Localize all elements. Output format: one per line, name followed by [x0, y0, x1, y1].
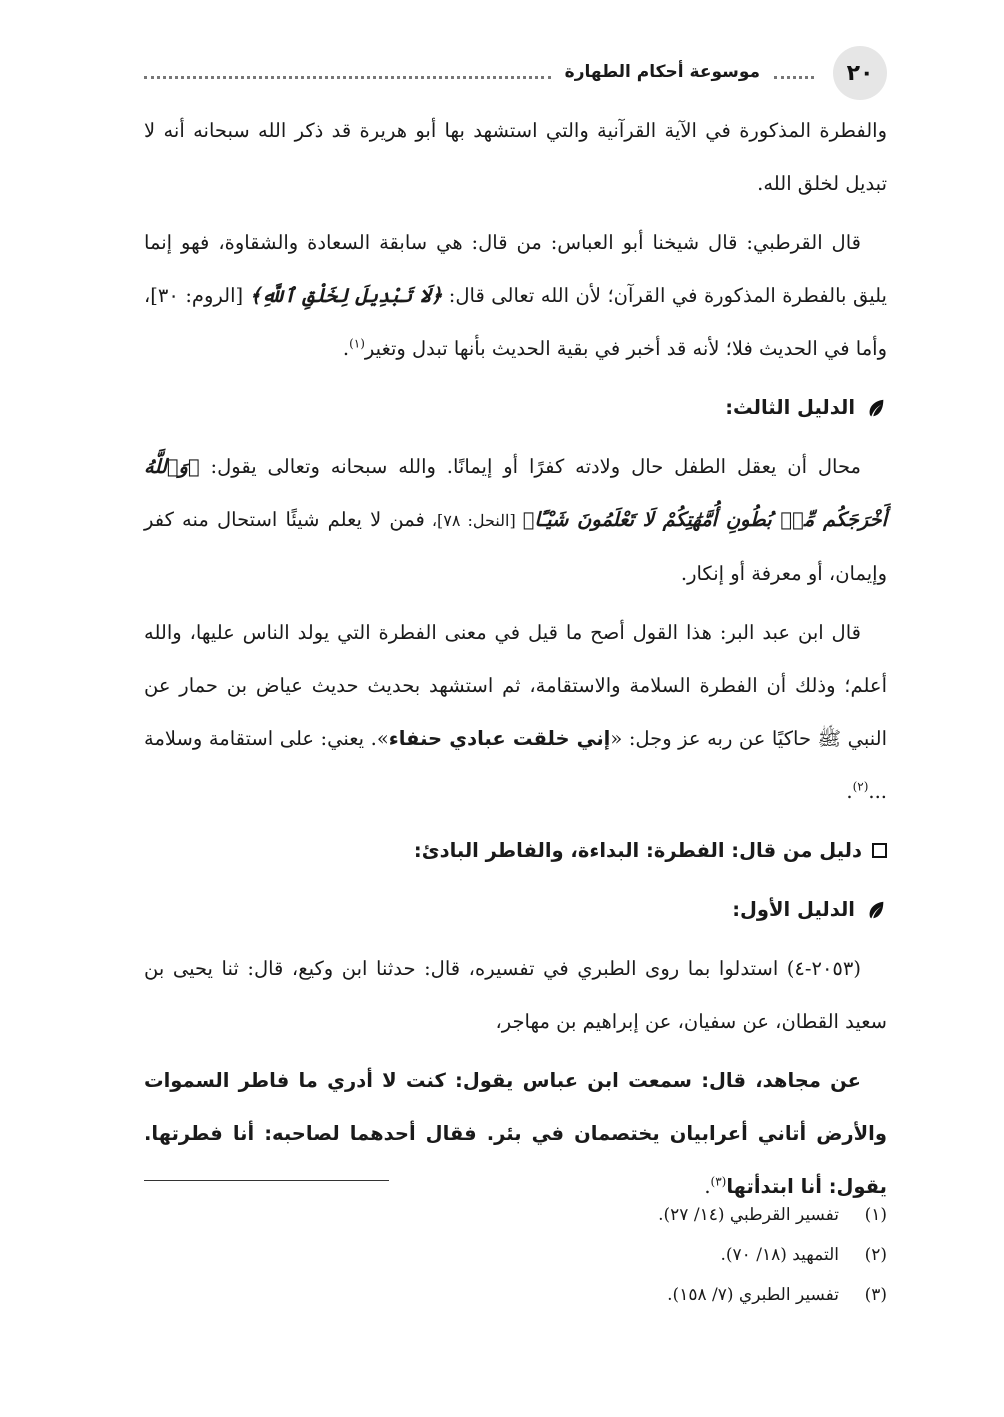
footnote-number: (٢)	[864, 1245, 887, 1265]
paragraph-4-text-b: ». يعني: على استقامة وسلامة ...	[144, 727, 887, 803]
heading-first-evidence	[144, 883, 887, 936]
verse-reference: [النحل: ٧٨]،	[424, 511, 523, 530]
header-dots-left	[144, 66, 551, 79]
book-title: موسوعة أحكام الطهارة	[564, 62, 760, 82]
leaf-icon	[865, 899, 887, 921]
footnote-text: تفسير القرطبي (١٤/ ٢٧).	[658, 1205, 839, 1225]
paragraph-3-text-b: فمن لا يعلم شيئًا استحال منه كفر وإيمان، أو معرفة أو إنكار.	[144, 508, 887, 585]
footnote-ref-1: (١)	[349, 336, 365, 351]
footnote	[144, 1195, 887, 1235]
running-header	[144, 58, 814, 86]
paragraph-2-text-a: قال القرطبي: قال شيخنا أبو العباس: من قال: هي سابقة السعادة والشقاوة، فهو إنما يليق بالفطرة المذكورة في القرآن؛ لأن الله تعالى قال:	[144, 231, 887, 307]
heading-section	[144, 824, 887, 877]
main-text	[144, 104, 887, 1219]
footnote	[144, 1275, 887, 1315]
paragraph-6-text: عن مجاهد، قال: سمعت ابن عباس يقول: كنت لا أدري ما فاطر السموات والأرض أتاني أعرابيان يختصمان في بئر. فقال أحدهما لصاحبه: أنا فطرتها. يقول: أنا ابتدأتها	[144, 1069, 887, 1198]
footnote-ref-2: (٢)	[852, 779, 869, 794]
paragraph-3	[144, 440, 887, 600]
paragraph-1: والفطرة المذكورة في الآية القرآنية والتي استشهد بها أبو هريرة قد ذكر الله سبحانه أنه لا تبديل لخلق الله.	[144, 119, 887, 195]
paragraph-4	[144, 606, 887, 818]
quran-verse-rum: ﴿لَا تَبْدِيلَ لِخَلْقِ ٱللَّهِ﴾	[249, 284, 443, 307]
footnote-separator	[144, 1180, 389, 1181]
header-dots-right	[774, 66, 814, 79]
paragraph-2-end: .	[342, 337, 350, 360]
quran-verse-nahl: ﴿وَٱللَّهُ أَخْرَجَكُم مِّنۢ بُطُونِ أُمَّهَٰتِكُمْ لَا تَعْلَمُونَ شَيْـًٔا﴾	[144, 455, 887, 531]
square-box-icon	[872, 843, 887, 858]
paragraph-4-end: .	[846, 780, 853, 803]
paragraph-5: (٢٠٥٣-٤) استدلوا بما روى الطبري في تفسيره، قال: حدثنا ابن وكيع، قال: ثنا يحيى بن سعيد القطان، عن سفيان، عن إبراهيم بن مهاجر،	[144, 957, 887, 1033]
paragraph-6-end: .	[704, 1175, 711, 1198]
footnote-number: (٣)	[864, 1285, 887, 1305]
footnote	[144, 1235, 887, 1275]
heading-section-label: دليل من قال: الفطرة: البداءة، والفاطر البادئ:	[413, 839, 862, 862]
footnote-text: تفسير الطبري (٧/ ١٥٨).	[667, 1285, 839, 1305]
footnote-ref-3: (٣)	[710, 1174, 727, 1189]
paragraph-2-text-b: [الروم: ٣٠]، وأما في الحديث فلا؛ لأنه قد أخبر في بقية الحديث بأنها تبدل وتغير	[144, 284, 887, 360]
page-number: ٢٠	[833, 46, 887, 100]
paragraph-6	[144, 1054, 887, 1213]
footnotes	[144, 1195, 887, 1315]
heading-first-label: الدليل الأول:	[732, 898, 855, 921]
heading-third-label: الدليل الثالث:	[725, 396, 855, 419]
paragraph-4-text-a: قال ابن عبد البر: هذا القول أصح ما قيل في معنى الفطرة التي يولد الناس عليها، والله أعلم؛ وذلك أن الفطرة السلامة والاستقامة، ثم استشهد بحديث حديث عياض بن حمار عن النبي ﷺ حاكيًا عن ربه عز وجل: «	[144, 621, 888, 750]
paragraph-2	[144, 216, 887, 375]
hadith-quote: إني خلقت عبادي حنفاء	[388, 727, 611, 750]
footnote-text: التمهيد (١٨/ ٧٠).	[720, 1245, 839, 1265]
leaf-icon	[865, 397, 887, 419]
paragraph-3-text-a: محال أن يعقل الطفل حال ولادته كفرًا أو إيمانًا. والله سبحانه وتعالى يقول:	[199, 455, 861, 478]
footnote-number: (١)	[864, 1205, 887, 1225]
heading-third-evidence	[144, 381, 887, 434]
